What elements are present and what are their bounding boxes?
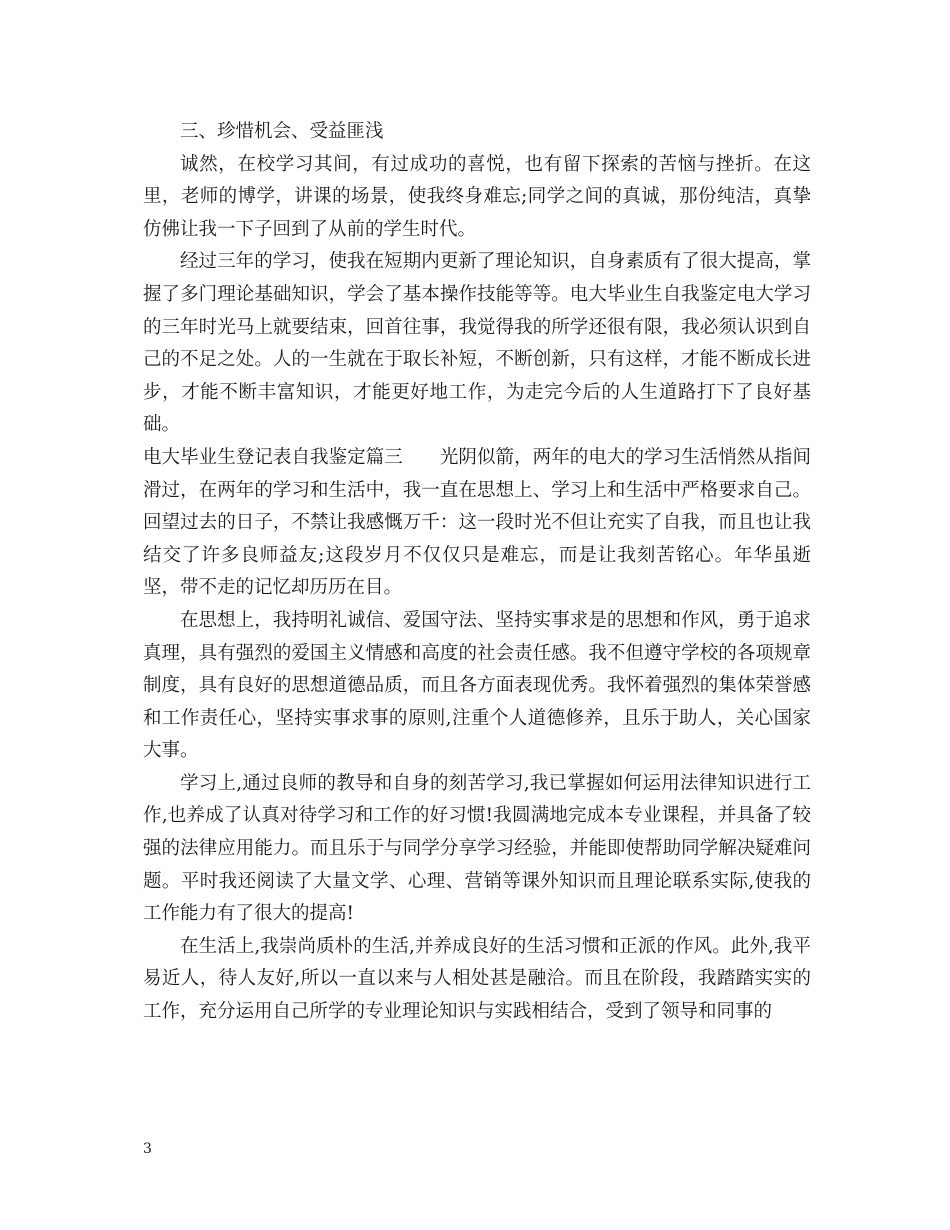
part-intro: 光阴似箭，两年的电大的学习生活悄然从指间滑过，在两年的学习和生活中，我一直在思想上、学习上和生活中严格要求自己。回望过去的日子，不禁让我感慨万千：这一段时光不但让充实了自我，而且也让我结交了许多良师益友;这段岁月不仅仅只是难忘，而是让我刻苦铭心。年华虽逝坚，带不走的记忆却历历在目。 (143, 446, 811, 599)
document-body (143, 116, 811, 1029)
part-paragraph (143, 442, 811, 605)
paragraph-3: 在思想上，我持明礼诚信、爱国守法、坚持实事求是的思想和作风，勇于追求真理，具有强烈的爱国主义情感和高度的社会责任感。我不但遵守学校的各项规章制度，具有良好的思想道德品质，而且各方面表现优秀。我怀着强烈的集体荣誉感和工作责任心，坚持实事求事的原则,注重个人道德修养，且乐于助人，关心国家大事。 (143, 609, 811, 762)
page-number: 3 (143, 1141, 152, 1157)
paragraph-4: 学习上,通过良师的教导和自身的刻苦学习,我已掌握如何运用法律知识进行工作,也养成了认真对待学习和工作的好习惯!我圆满地完成本专业课程，并具备了较强的法律应用能力。而且乐于与同学分享学习经验，并能即使帮助同学解决疑难问题。平时我还阅读了大量文学、心理、营销等课外知识而且理论联系实际,使我的工作能力有了很大的提高! (143, 772, 811, 925)
paragraph-1: 诚然，在校学习其间，有过成功的喜悦，也有留下探索的苦恼与挫折。在这里，老师的博学，讲课的场景，使我终身难忘;同学之间的真诚，那份纯洁，真挚仿佛让我一下子回到了从前的学生时代。 (143, 153, 811, 240)
paragraph-2: 经过三年的学习，使我在短期内更新了理论知识，自身素质有了很大提高，掌握了多门理论基础知识，学会了基本操作技能等等。电大毕业生自我鉴定电大学习的三年时光马上就要结束，回首往事，我觉得我的所学还很有限，我必须认识到自己的不足之处。人的一生就在于取长补短，不断创新，只有这样，才能不断成长进步，才能不断丰富知识，才能更好地工作，为走完今后的人生道路打下了良好基础。 (143, 251, 811, 436)
section-heading: 三、珍惜机会、受益匪浅 (180, 121, 384, 142)
paragraph-5: 在生活上,我崇尚质朴的生活,并养成良好的生活习惯和正派的作风。此外,我平易近人，待人友好,所以一直以来与人相处甚是融洽。而且在阶段，我踏踏实实的工作，充分运用自己所学的专业理论知识与实践相结合，受到了领导和同事的 (143, 935, 811, 1023)
part-title: 电大毕业生登记表自我鉴定篇三 (143, 446, 403, 468)
